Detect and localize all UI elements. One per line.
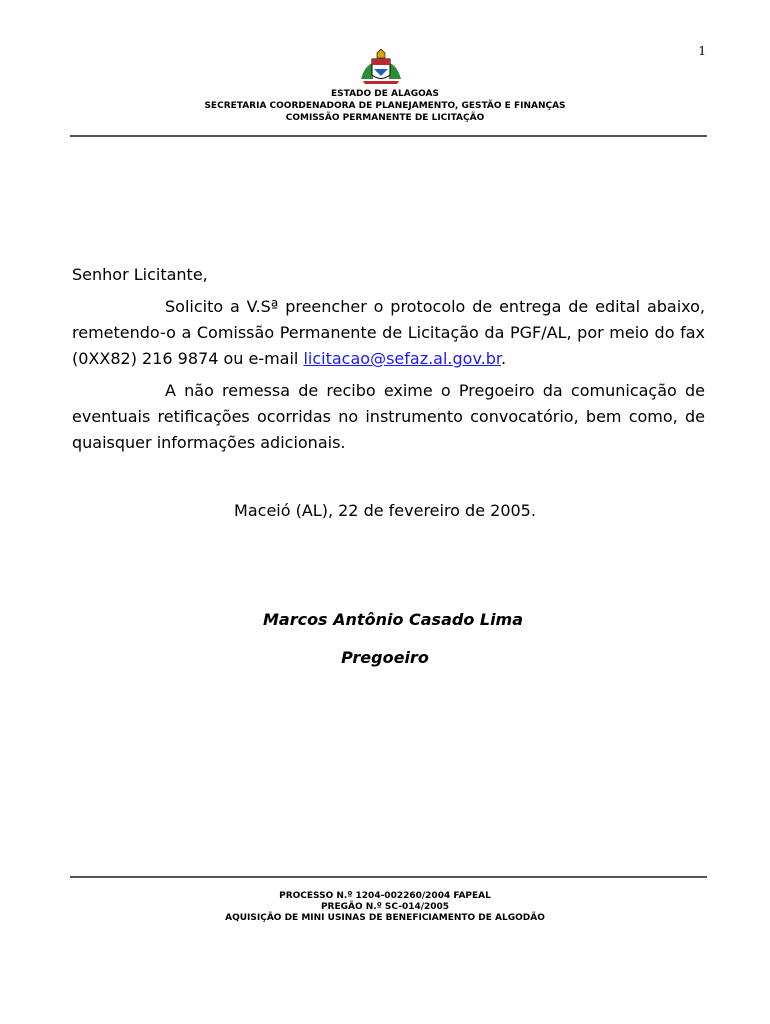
header-commission: COMISSÃO PERMANENTE DE LICITAÇÃO bbox=[285, 113, 485, 123]
footer-process: PROCESSO N.º 1204-002260/2004 FAPEAL bbox=[279, 891, 491, 901]
footer-auction: PREGÃO N.º SC-014/2005 bbox=[320, 902, 450, 912]
paragraph-notice: A não remessa de recibo exime o Pregoeiro da comunicação de eventuais retificações ocorridas no instrumento convocatório, bem como, de quaisquer informações adicionais. bbox=[72, 381, 705, 452]
header-state: ESTADO DE ALAGOAS bbox=[331, 89, 439, 99]
paragraph-request-text: Solicito a V.Sª preencher o protocolo de entrega de edital abaixo, remetendo-o a Comissão Permanente de Licitação da PGF/AL, por meio do fax (0XX82) 216 9874 ou e-mail bbox=[72, 297, 705, 368]
email-link[interactable]: licitacao@sefaz.al.gov.br bbox=[303, 349, 502, 368]
paragraph-request-end: . bbox=[501, 349, 507, 368]
document-footer bbox=[0, 891, 770, 924]
signer-name: Marcos Antônio Casado Lima bbox=[262, 610, 524, 629]
letter-body bbox=[72, 262, 705, 462]
date-line: Maceió (AL), 22 de fevereiro de 2005. bbox=[234, 501, 536, 520]
footer-divider bbox=[70, 876, 707, 878]
header-divider bbox=[70, 135, 707, 137]
document-header bbox=[0, 88, 770, 124]
page-number: 1 bbox=[698, 44, 706, 58]
paragraph-request bbox=[72, 294, 705, 372]
state-coat-of-arms-icon bbox=[359, 49, 403, 85]
signer-title: Pregoeiro bbox=[341, 648, 429, 667]
salutation: Senhor Licitante, bbox=[72, 265, 208, 284]
footer-acquisition: AQUISIÇÃO DE MINI USINAS DE BENEFICIAMENTO DE ALGODÃO bbox=[225, 913, 545, 923]
header-secretariat: SECRETARIA COORDENADORA DE PLANEJAMENTO, GESTÃO E FINANÇAS bbox=[204, 101, 566, 111]
